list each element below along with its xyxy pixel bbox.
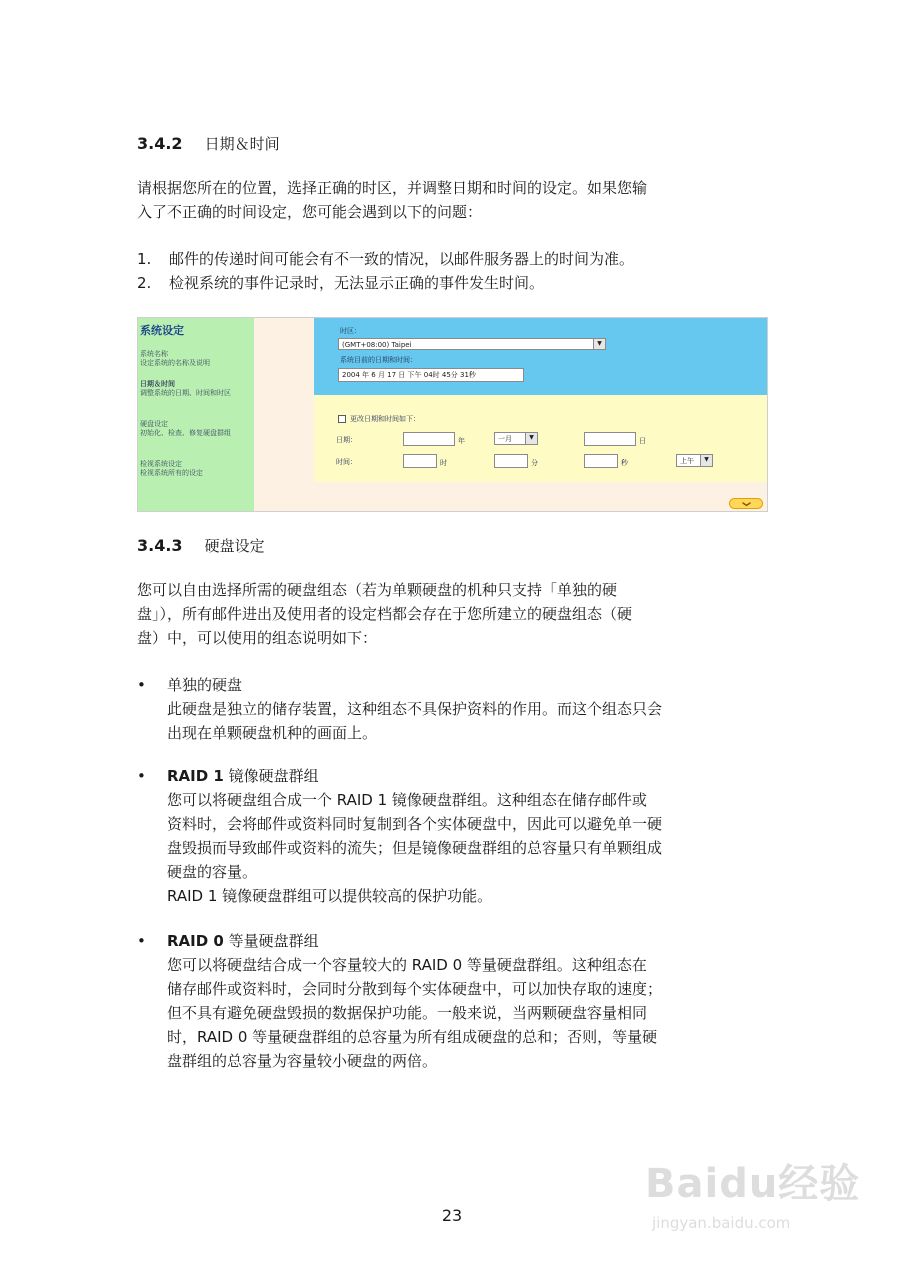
change-datetime-label: 更改日期和时间如下： xyxy=(350,415,420,423)
minute-unit: 分 xyxy=(531,459,538,467)
section-title: 日期＆时间 xyxy=(204,135,280,153)
numbered-list xyxy=(137,247,777,295)
bullet-raid1: • RAID 1 镜像硬盘群组 您可以将硬盘组合成一个 RAID 1 镜像硬盘群组。这种组态在储存邮件或 资料时，会将邮件或资料同时复制到各个实体硬盘中，因此可以避免单一硬 盘毁损而导致邮件或资料的流失；但是镜像硬盘群组的总容量只有单颗组成 硬盘的容量。 RAID 1 镜像硬盘群组可以提供较高的保护功能。 xyxy=(137,764,777,908)
sidebar-item-view-settings[interactable]: 检视系统设定 检视系统所有的设定 xyxy=(140,460,203,477)
watermark-logo: Baidu经验 xyxy=(645,1161,861,1207)
sidebar-item-datetime[interactable]: 日期＆时间 调整系统的日期、时间和时区 xyxy=(140,380,231,397)
text-line: RAID 1 镜像硬盘群组可以提供较高的保护功能。 xyxy=(167,887,493,905)
text-line: 盘毁损而导致邮件或资料的流失；但是镜像硬盘群组的总容量只有单颗组成 xyxy=(167,839,663,857)
change-datetime-checkbox[interactable] xyxy=(338,415,346,423)
sidebar-item-system-name[interactable]: 系统名称 设定系统的名称及说明 xyxy=(140,350,210,367)
date-label: 日期： xyxy=(336,436,357,444)
day-unit: 日 xyxy=(639,437,646,445)
text-line: 资料时，会将邮件或资料同时复制到各个实体硬盘中，因此可以避免单一硬 xyxy=(167,815,663,833)
expand-more-button[interactable] xyxy=(729,498,763,509)
month-select[interactable]: 一月 ▼ xyxy=(494,432,538,445)
day-input[interactable] xyxy=(584,432,636,446)
text-line: 时，RAID 0 等量硬盘群组的总容量为所有组成硬盘的总和；否则，等量硬 xyxy=(167,1028,658,1046)
bullet-raid0: • RAID 0 等量硬盘群组 您可以将硬盘结合成一个容量较大的 RAID 0 等量硬盘群组。这种组态在 储存邮件或资料时，会同时分散到每个实体硬盘中，可以加快存取的速度； 但不具有避免硬盘毁损的数据保护功能。一般来说，当两颗硬盘容量相同 时，RAID 0 等量硬盘群组的总容量为所有组成硬盘的总和；否则，等量硬 盘群组的总容量为容量较小硬盘的两倍。 xyxy=(137,929,777,1073)
year-unit: 年 xyxy=(458,437,465,445)
bullet-icon: • xyxy=(137,767,146,785)
text-line: 盘）中，可以使用的组态说明如下： xyxy=(137,629,378,647)
text-line: 盘群组的总容量为容量较小硬盘的两倍。 xyxy=(167,1052,438,1070)
list-item: 1. 邮件的传递时间可能会有不一致的情况，以邮件服务器上的时间为准。 xyxy=(137,250,635,268)
page-number: 23 xyxy=(441,1206,463,1225)
text-line: 请根据您所在的位置，选择正确的时区，并调整日期和时间的设定。如果您输 xyxy=(137,179,648,197)
chevron-down-icon: ❯ xyxy=(741,500,751,508)
section-number: 3.4.3 xyxy=(137,536,183,555)
bullet-icon: • xyxy=(137,932,146,950)
second-input[interactable] xyxy=(584,454,618,468)
timezone-panel xyxy=(314,318,767,395)
ampm-select[interactable]: 上午 ▼ xyxy=(676,454,713,467)
datetime-settings-screenshot xyxy=(137,317,768,512)
chevron-down-icon: ▼ xyxy=(525,433,537,444)
text-line: 入了不正确的时间设定，您可能会遇到以下的问题： xyxy=(137,203,483,221)
list-item: 2. 检视系统的事件记录时，无法显示正确的事件发生时间。 xyxy=(137,274,545,292)
settings-sidebar xyxy=(138,318,254,511)
change-datetime-panel xyxy=(314,395,767,482)
second-unit: 秒 xyxy=(621,459,628,467)
chevron-down-icon: ▼ xyxy=(700,455,712,466)
current-datetime-label: 系统目前的日期和时间： xyxy=(340,356,417,364)
text-line: 您可以将硬盘组合成一个 RAID 1 镜像硬盘群组。这种组态在储存邮件或 xyxy=(167,791,647,809)
time-label: 时间： xyxy=(336,458,357,466)
section-title: 硬盘设定 xyxy=(204,537,265,555)
watermark-url: jingyan.baidu.com xyxy=(652,1214,791,1232)
bullet-icon: • xyxy=(137,676,146,694)
sidebar-item-disk[interactable]: 硬盘设定 初始化、检查、修复硬盘群组 xyxy=(140,420,231,437)
text-line: 但不具有避免硬盘毁损的数据保护功能。一般来说，当两颗硬盘容量相同 xyxy=(167,1004,648,1022)
text-line: 盘」），所有邮件进出及使用者的设定档都会存在于您所建立的硬盘组态（硬 xyxy=(137,605,633,623)
text-line: 您可以将硬盘结合成一个容量较大的 RAID 0 等量硬盘群组。这种组态在 xyxy=(167,956,647,974)
text-line: 出现在单颗硬盘机种的画面上。 xyxy=(167,724,378,742)
chevron-down-icon: ▼ xyxy=(593,339,605,349)
intro-paragraph-342 xyxy=(137,176,777,224)
section-heading-342 xyxy=(137,133,280,154)
text-line: 储存邮件或资料时，会同时分散到每个实体硬盘中，可以加快存取的速度； xyxy=(167,980,663,998)
sidebar-title: 系统设定 xyxy=(140,324,184,337)
minute-input[interactable] xyxy=(494,454,528,468)
bullet-single-disk: • 单独的硬盘 此硬盘是独立的储存装置，这种组态不具保护资料的作用。而这个组态只会 出现在单颗硬盘机种的画面上。 xyxy=(137,673,777,745)
current-datetime-field: 2004 年 6 月 17 日 下午 04时 45分 31秒 xyxy=(338,368,524,382)
year-input[interactable] xyxy=(403,432,455,446)
intro-paragraph-343 xyxy=(137,578,777,650)
hour-input[interactable] xyxy=(403,454,437,468)
timezone-label: 时区： xyxy=(340,327,361,335)
text-line: 此硬盘是独立的储存装置，这种组态不具保护资料的作用。而这个组态只会 xyxy=(167,700,663,718)
section-heading-343 xyxy=(137,535,265,556)
text-line: 您可以自由选择所需的硬盘组态（若为单颗硬盘的机种只支持「单独的硬 xyxy=(137,581,618,599)
timezone-select[interactable]: (GMT+08:00) Taipei ▼ xyxy=(338,338,606,350)
section-number: 3.4.2 xyxy=(137,134,183,153)
hour-unit: 时 xyxy=(440,459,447,467)
text-line: 硬盘的容量。 xyxy=(167,863,258,881)
